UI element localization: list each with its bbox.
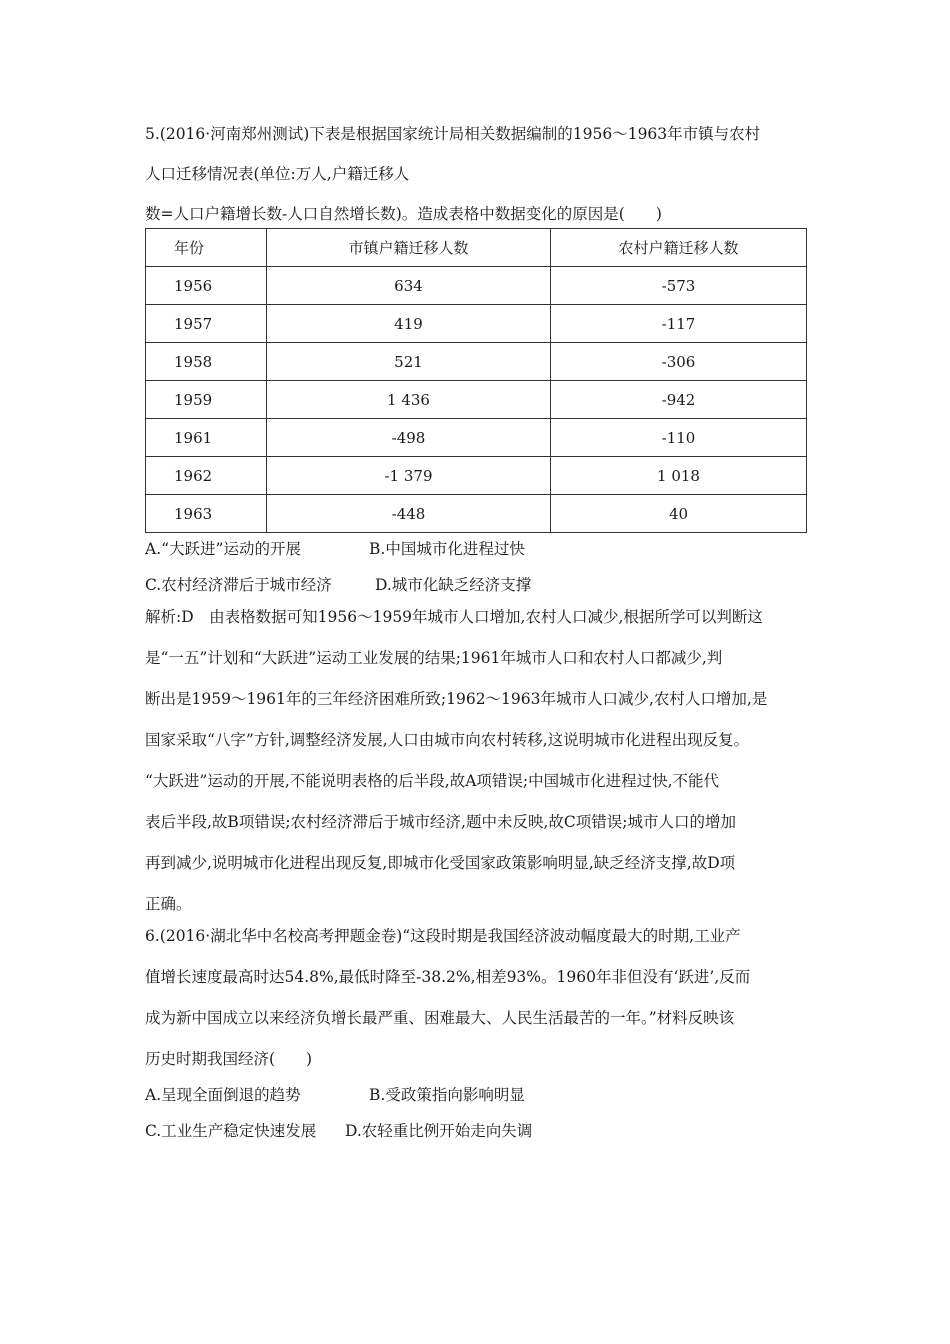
analysis-line: “大跃进”运动的开展,不能说明表格的后半段,故A项错误;中国城市化进程过快,不能代 xyxy=(145,772,720,790)
question-5-option-d[interactable]: D.城市化缺乏经济支撑 xyxy=(375,576,532,594)
cell-urban: 634 xyxy=(267,267,551,305)
cell-urban: 521 xyxy=(267,343,551,381)
question-6-options-row-1 xyxy=(145,1085,815,1105)
cell-year: 1959 xyxy=(146,381,267,419)
cell-year: 1958 xyxy=(146,343,267,381)
analysis-line: 表后半段,故B项错误;农村经济滞后于城市经济,题中未反映,故C项错误;城市人口的增加 xyxy=(145,813,736,831)
cell-urban: 1 436 xyxy=(267,381,551,419)
question-6-stem-line: 成为新中国成立以来经济负增长最严重、困难最大、人民生活最苦的一年。”材料反映该 xyxy=(145,1009,735,1027)
question-5-options-row-2 xyxy=(145,575,815,595)
analysis-line: 再到减少,说明城市化进程出现反复,即城市化受国家政策影响明显,缺乏经济支撑,故D项 xyxy=(145,854,736,872)
cell-urban: -448 xyxy=(267,495,551,533)
analysis-line: 正确。 xyxy=(145,895,192,913)
table-row xyxy=(146,419,807,457)
table-row xyxy=(146,305,807,343)
question-6-option-d[interactable]: D.农轻重比例开始走向失调 xyxy=(345,1122,533,1140)
question-5-option-c[interactable]: C.农村经济滞后于城市经济 xyxy=(145,576,332,594)
question-6-options-row-2 xyxy=(145,1121,815,1141)
analysis-line: 是“一五”计划和“大跃进”运动工业发展的结果;1961年城市人口和农村人口都减少,判 xyxy=(145,649,723,667)
question-6-stem-line: 历史时期我国经济( ) xyxy=(145,1050,313,1068)
cell-year: 1957 xyxy=(146,305,267,343)
question-6-option-c[interactable]: C.工业生产稳定快速发展 xyxy=(145,1122,317,1140)
cell-year: 1961 xyxy=(146,419,267,457)
question-5-analysis xyxy=(145,607,815,914)
question-5-option-a[interactable]: A.“大跃进”运动的开展 xyxy=(145,540,301,558)
analysis-line: 断出是1959～1961年的三年经济困难所致;1962～1963年城市人口减少,农村人口增加,是 xyxy=(145,690,768,708)
table-header-row xyxy=(146,229,807,267)
table-row xyxy=(146,495,807,533)
question-5-stem-line-1: 5.(2016·河南郑州测试)下表是根据国家统计局相关数据编制的1956～1963年市镇与农村 xyxy=(145,125,761,143)
question-6-option-b[interactable]: B.受政策指向影响明显 xyxy=(369,1086,525,1104)
cell-rural: -573 xyxy=(551,267,807,305)
question-5-stem-line-2: 人口迁移情况表(单位:万人,户籍迁移人 xyxy=(145,165,410,183)
question-5-option-b[interactable]: B.中国城市化进程过快 xyxy=(369,540,525,558)
cell-urban: -1 379 xyxy=(267,457,551,495)
table-row xyxy=(146,267,807,305)
table-row xyxy=(146,343,807,381)
cell-rural: 40 xyxy=(551,495,807,533)
cell-rural: -942 xyxy=(551,381,807,419)
analysis-line: 国家采取“八字”方针,调整经济发展,人口由城市向农村转移,这说明城市化进程出现反复。 xyxy=(145,731,750,749)
question-6-stem-line: 6.(2016·湖北华中名校高考押题金卷)“这段时期是我国经济波动幅度最大的时期,工业产 xyxy=(145,927,741,945)
table-row xyxy=(146,381,807,419)
question-6-stem xyxy=(145,926,815,1069)
cell-urban: 419 xyxy=(267,305,551,343)
table-row xyxy=(146,457,807,495)
analysis-line: 解析:D 由表格数据可知1956～1959年城市人口增加,农村人口减少,根据所学可以判断这 xyxy=(145,608,763,626)
question-5-options-row-1 xyxy=(145,539,815,559)
cell-urban: -498 xyxy=(267,419,551,457)
cell-rural: 1 018 xyxy=(551,457,807,495)
header-urban-migration: 市镇户籍迁移人数 xyxy=(267,229,551,267)
cell-rural: -117 xyxy=(551,305,807,343)
question-6-option-a[interactable]: A.呈现全面倒退的趋势 xyxy=(145,1086,301,1104)
header-year: 年份 xyxy=(146,229,267,267)
cell-rural: -306 xyxy=(551,343,807,381)
migration-table xyxy=(145,228,807,533)
cell-year: 1963 xyxy=(146,495,267,533)
header-rural-migration: 农村户籍迁移人数 xyxy=(551,229,807,267)
question-6-stem-line: 值增长速度最高时达54.8%,最低时降至-38.2%,相差93%。1960年非但没有‘跃进’,反而 xyxy=(145,968,751,986)
cell-rural: -110 xyxy=(551,419,807,457)
question-5-stem-line-3: 数=人口户籍增长数-人口自然增长数)。造成表格中数据变化的原因是( ) xyxy=(145,205,662,223)
cell-year: 1962 xyxy=(146,457,267,495)
cell-year: 1956 xyxy=(146,267,267,305)
document-page xyxy=(145,118,815,1141)
